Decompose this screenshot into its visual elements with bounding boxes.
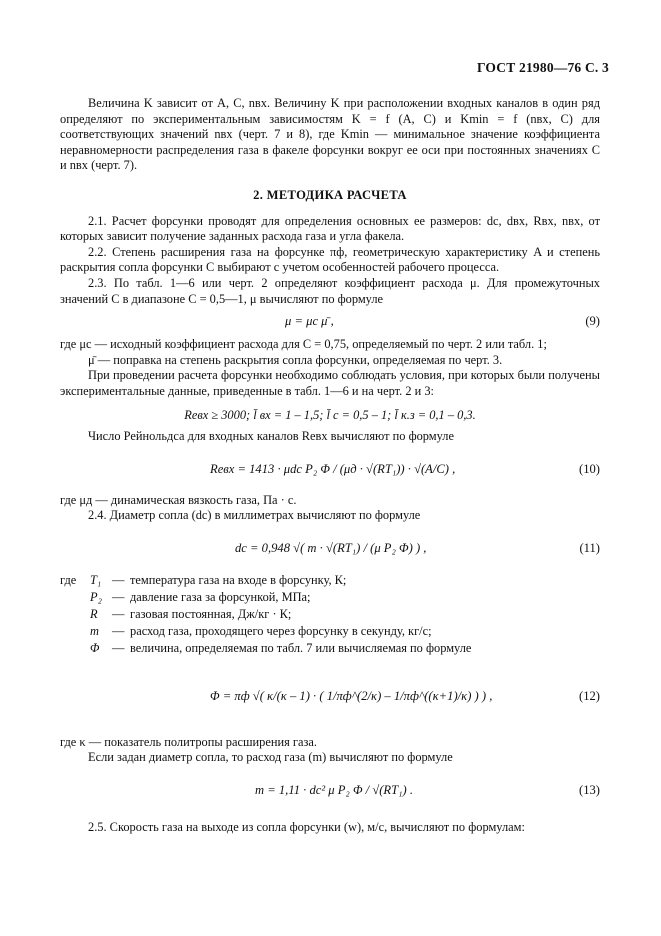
where-9-b: μ̄ — поправка на степень раскрытия сопла форсунки, определяемая по черт. 3. <box>88 352 503 367</box>
section-title: 2. МЕТОДИКА РАСЧЕТА <box>253 187 407 202</box>
definition-row: m — расход газа, проходящего через форсунку в секунду, кг/с; <box>90 623 432 638</box>
conditions-line: Reвх ≥ 3000; l̄ вх = 1 – 1,5; l̄ с = 0,5 – 1; l̄ к.з = 0,1 – 0,3. <box>184 407 476 422</box>
definition-row: R — газовая постоянная, Дж/кг · К; <box>90 606 292 621</box>
paragraph-2-3: 2.3. По табл. 1—6 или черт. 2 определяют коэффициент расхода μ. Для промежуточных значений C в диапазоне C = 0,5—1, μ вычисляют по формуле <box>60 275 600 306</box>
definition-row: P₂ — давление газа за форсункой, МПа; <box>90 589 311 604</box>
equation-9-formula: μ = μс μ̄ , <box>285 314 334 329</box>
equation-10-number: (10) <box>579 461 600 476</box>
equation-11-formula: dс = 0,948 √( m · √(RT₁) / (μ P₂ Φ) ) , <box>235 540 427 555</box>
equation-13 <box>60 770 600 810</box>
equation-12-formula: Φ = πф √( κ/(κ – 1) · ( 1/πф^(2/κ) – 1/πф^((κ+1)/κ) ) ) , <box>210 688 493 703</box>
page-header: ГОСТ 21980—76 С. 3 <box>476 60 609 75</box>
page-content <box>60 96 600 836</box>
paragraph-mass-flow: Если задан диаметр сопла, то расход газа (m) вычисляют по формуле <box>88 750 453 765</box>
where-12: где κ — показатель политропы расширения газа. <box>60 734 317 749</box>
where-9-a: где μс — исходный коэффициент расхода для C = 0,75, определяемый по черт. 2 или табл. 1; <box>60 337 547 352</box>
equation-12-number: (12) <box>579 688 600 703</box>
equation-11-number: (11) <box>579 540 600 555</box>
equation-10-formula: Reвх = 1413 · μdс P₂ Φ / (μд · √(RT₁)) · √(A/C) , <box>210 461 456 476</box>
paragraph-2-4: 2.4. Диаметр сопла (dс) в миллиметрах вычисляют по формуле <box>88 508 421 523</box>
equation-10 <box>60 449 600 489</box>
paragraph-reynolds: Число Рейнольдса для входных каналов Reвх вычисляют по формуле <box>88 429 454 444</box>
equation-9 <box>60 311 600 333</box>
definition-row: где T₁ — температура газа на входе в форсунку, К; <box>60 572 347 587</box>
equation-13-formula: m = 1,11 · dс² μ P₂ Φ / √(RT₁) . <box>255 783 413 798</box>
paragraph-2-2: 2.2. Степень расширения газа на форсунке πф, геометрическую характеристику A и степень раскрытия сопла форсунки C выбирают с учетом особенностей рабочего процесса. <box>60 244 600 275</box>
paragraph-k-dependence: Величина K зависит от A, C, nвх. Величину K при расположении входных каналов в один ряд определяют по экспериментальным зависимостям K = f (A, C) и Kmin = f (nвх, C) для соответствующих значений nвх (черт. 7 и 8), где Kmin — минимальное значение коэффициента неравномерности распределения газа в факеле форсунки вокруг ее оси при постоянных значениях C и nвх (черт. 7). <box>60 96 600 173</box>
equation-11 <box>60 528 600 568</box>
equation-12 <box>60 661 600 731</box>
symbol-definitions <box>60 572 600 657</box>
definition-row: Φ — величина, определяемая по табл. 7 или вычисляемая по формуле <box>90 640 472 655</box>
equation-9-number: (9) <box>585 314 600 329</box>
where-10: где μд — динамическая вязкость газа, Па · с. <box>60 492 297 507</box>
equation-13-number: (13) <box>579 783 600 798</box>
paragraph-conditions-intro: При проведении расчета форсунки необходимо соблюдать условия, при которых были получены экспериментальные данные, приведенные в табл. 1—6 и на черт. 2 и 3: <box>60 368 600 398</box>
paragraph-2-5: 2.5. Скорость газа на выходе из сопла форсунки (w), м/с, вычисляют по формулам: <box>88 820 525 835</box>
paragraph-2-1: 2.1. Расчет форсунки проводят для определения основных ее размеров: dс, dвх, Rвх, nвх, от которых зависит получение заданных расхода газа и угла факела. <box>60 213 600 244</box>
